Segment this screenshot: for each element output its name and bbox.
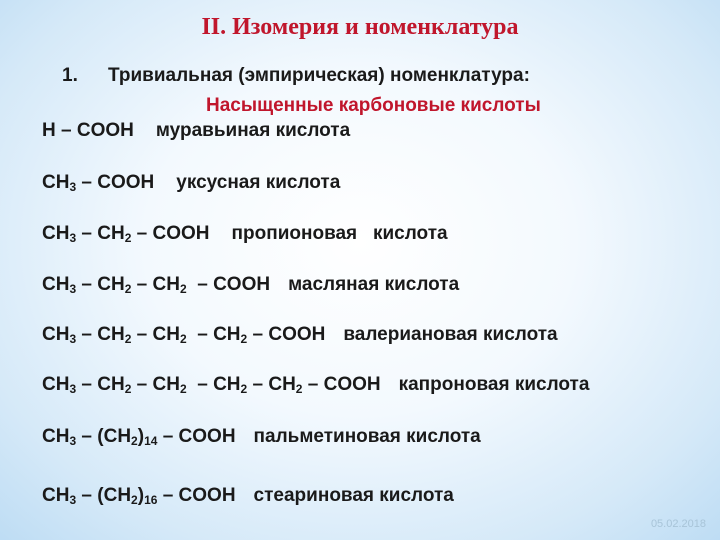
acid-formula: H – COOH [42,120,134,141]
section-title: Насыщенные карбоновые кислоты [206,95,541,116]
acid-formula: $CH_3 - CH_2$ – COOH [42,223,210,245]
acid-name: пропионовая кислота [231,223,448,244]
acid-formula: $CH_3$ – COOH [42,172,155,194]
acid-formula: $CH_3 - CH_2 - CH_2 - CH_2 - CH_2$ – COOH [42,374,381,396]
acid-row [42,485,454,507]
acid-name: масляная кислота [288,274,460,295]
acid-name: муравьиная кислота [155,120,351,141]
acid-name: валериановая кислота [343,324,558,345]
acid-formula: $CH_3 - (CH_2)_{16}$ – COOH [42,485,236,507]
acid-name: пальметиновая кислота [253,426,481,447]
acid-formula: $CH_3 - CH_2 - CH_2 - CH_2$ – COOH [42,324,326,346]
acid-name: стеариновая кислота [253,485,454,506]
acid-row [42,274,459,296]
acid-row [42,120,350,142]
subtitle [62,65,530,87]
acid-row [42,324,558,346]
acid-formula: $CH_3 - CH_2 - CH_2$ – COOH [42,274,271,296]
acid-row [42,426,481,448]
acid-name: капроновая кислота [398,374,590,395]
acid-row [42,374,589,396]
acid-name: уксусная кислота [176,172,341,193]
slide-title: II. Изомерия и номенклатура [201,14,519,40]
subtitle-number: 1. [62,65,78,86]
acid-row [42,172,340,194]
acid-row [42,223,448,245]
acid-formula: $CH_3 - (CH_2)_{14}$ – COOH [42,426,236,448]
slide-date: 05.02.2018 [650,518,706,530]
subtitle-text: Тривиальная (эмпирическая) номенклатура: [108,65,530,86]
